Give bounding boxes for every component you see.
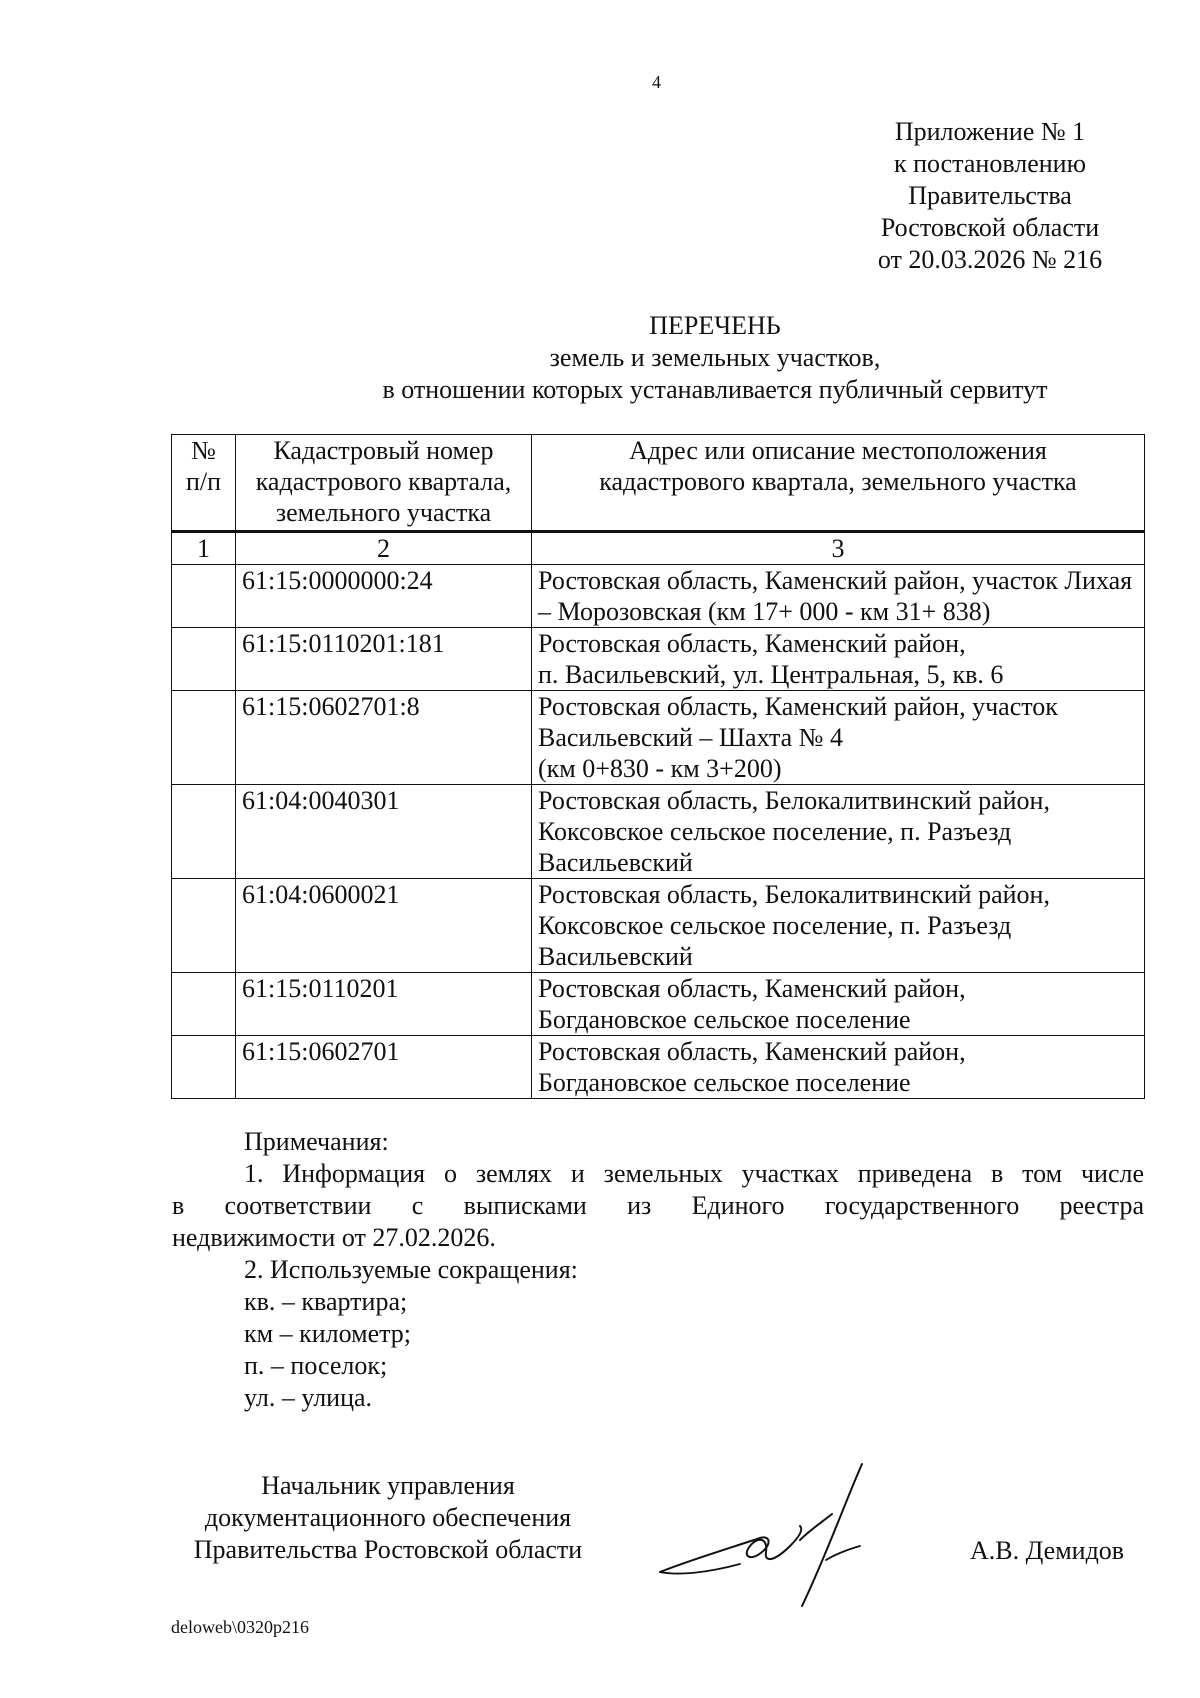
handwritten-signature <box>650 1460 900 1620</box>
table-row <box>172 973 1145 1036</box>
cadastral-number-cell: 61:15:0602701 <box>236 1036 532 1099</box>
appendix-line: Правительства <box>908 181 1072 210</box>
row-number-cell <box>172 1036 236 1099</box>
table-row <box>172 691 1145 785</box>
note-item-1-line: в соответствии с выписками из Единого государственного реестра <box>172 1191 1144 1220</box>
abbreviation: км – километр; <box>244 1319 412 1348</box>
cadastral-number-cell: 61:04:0040301 <box>236 785 532 879</box>
note-item-2: 2. Используемые сокращения: <box>244 1255 578 1284</box>
column-number-row <box>172 532 1145 565</box>
document-title <box>0 310 1200 406</box>
appendix-line: к постановлению <box>893 149 1087 178</box>
table-row <box>172 1036 1145 1099</box>
column-number: 3 <box>532 532 1145 565</box>
notes-section <box>172 1126 1144 1414</box>
address-cell: Ростовская область, Каменский район, Богдановское сельское поселение <box>532 1036 1145 1099</box>
title-subline: в отношении которых устанавливается публичный сервитут <box>382 375 1048 404</box>
table-row <box>172 628 1145 691</box>
position-line: Начальник управления <box>261 1471 515 1500</box>
title-heading: ПЕРЕЧЕНЬ <box>649 311 781 340</box>
table-row <box>172 785 1145 879</box>
signatory-name: А.В. Демидов <box>970 1536 1125 1565</box>
address-cell: Ростовская область, Каменский район, участок Лихая – Морозовская (км 17+ 000 - км 31+ 838) <box>532 565 1145 628</box>
header-number: № п/п <box>172 435 236 532</box>
notes-heading: Примечания: <box>244 1127 389 1156</box>
position-line: документационного обеспечения <box>204 1503 572 1532</box>
table-row <box>172 879 1145 973</box>
table-header-row <box>172 435 1145 532</box>
cadastral-number-cell: 61:15:0110201 <box>236 973 532 1036</box>
cadastral-number-cell: 61:15:0000000:24 <box>236 565 532 628</box>
abbreviation: кв. – квартира; <box>244 1287 408 1316</box>
address-cell: Ростовская область, Каменский район, Богдановское сельское поселение <box>532 973 1145 1036</box>
address-cell: Ростовская область, Каменский район, п. Васильевский, ул. Центральная, 5, кв. 6 <box>532 628 1145 691</box>
abbreviation: п. – поселок; <box>244 1351 388 1380</box>
position-line: Правительства Ростовской области <box>193 1535 583 1564</box>
page-number: 4 <box>652 72 661 92</box>
appendix-header <box>840 116 1140 276</box>
cadastral-number-cell: 61:04:0600021 <box>236 879 532 973</box>
address-cell: Ростовская область, Белокалитвинский район, Коксовское сельское поселение, п. Разъезд Васильевский <box>532 879 1145 973</box>
cadastral-number-cell: 61:15:0602701:8 <box>236 691 532 785</box>
signatory-position <box>168 1470 608 1566</box>
title-subline: земель и земельных участков, <box>549 343 881 372</box>
appendix-line: от 20.03.2026 № 216 <box>877 245 1103 274</box>
appendix-line: Приложение № 1 <box>894 117 1086 146</box>
servitude-table <box>171 434 1145 1099</box>
header-address: Адрес или описание местоположения кадастрового квартала, земельного участка <box>532 435 1145 532</box>
header-cadastral: Кадастровый номер кадастрового квартала, земельного участка <box>236 435 532 532</box>
note-item-1-line: 1. Информация о землях и земельных участках приведена в том числе <box>244 1159 1144 1188</box>
column-number: 1 <box>172 532 236 565</box>
row-number-cell <box>172 879 236 973</box>
row-number-cell <box>172 628 236 691</box>
abbreviation: ул. – улица. <box>244 1383 373 1412</box>
row-number-cell <box>172 691 236 785</box>
row-number-cell <box>172 785 236 879</box>
column-number: 2 <box>236 532 532 565</box>
address-cell: Ростовская область, Белокалитвинский район, Коксовское сельское поселение, п. Разъезд Васильевский <box>532 785 1145 879</box>
note-item-1-line: недвижимости от 27.02.2026. <box>172 1223 496 1252</box>
appendix-line: Ростовской области <box>880 213 1100 242</box>
table-row <box>172 565 1145 628</box>
cadastral-number-cell: 61:15:0110201:181 <box>236 628 532 691</box>
address-cell: Ростовская область, Каменский район, участок Васильевский – Шахта № 4 (км 0+830 - км 3+200) <box>532 691 1145 785</box>
row-number-cell <box>172 973 236 1036</box>
file-reference: deloweb\0320p216 <box>171 1617 309 1637</box>
row-number-cell <box>172 565 236 628</box>
